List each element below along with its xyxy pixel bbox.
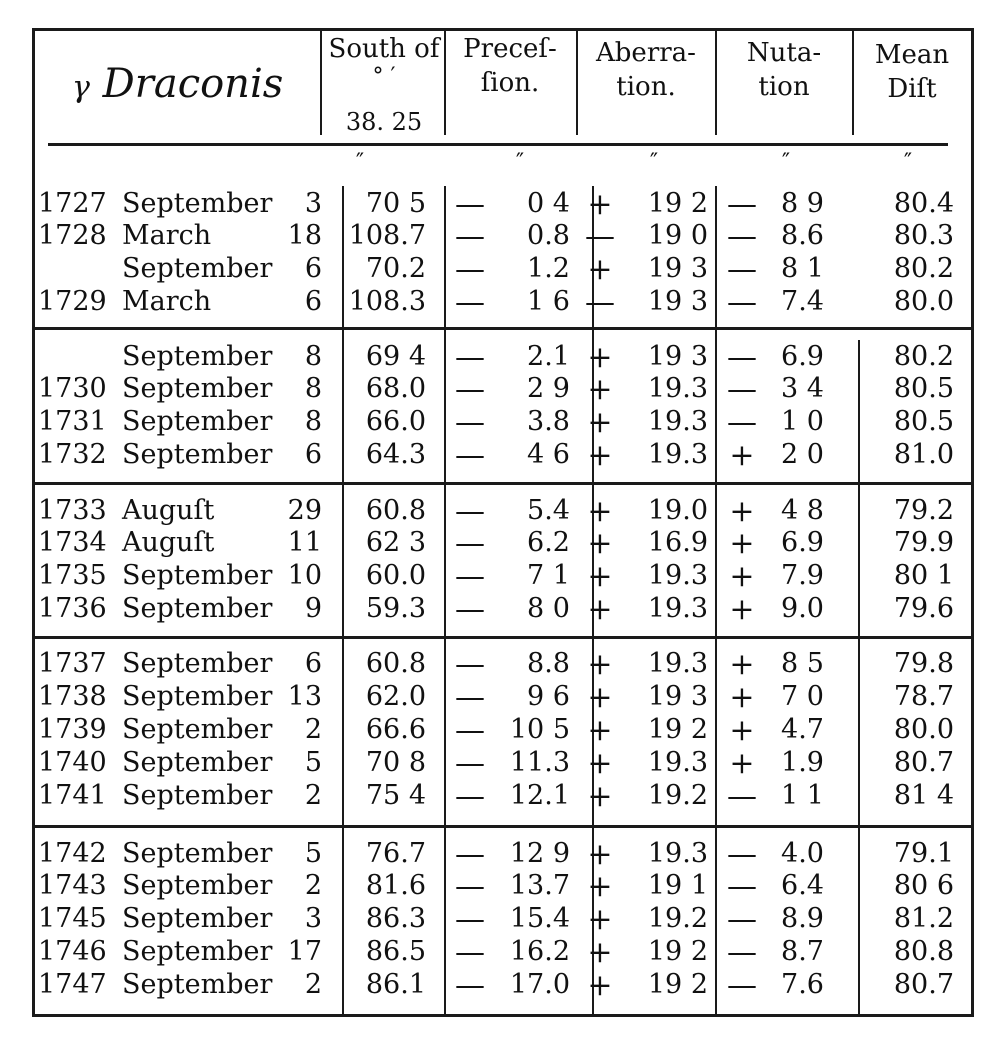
header-precession-line2: ſion.: [480, 68, 540, 98]
cell-month: September: [122, 969, 273, 1000]
cell-nut-sign: +: [729, 647, 755, 682]
cell-mean: 80.0: [893, 286, 954, 317]
cell-day: 2: [304, 969, 322, 1000]
cell-year: 1737: [38, 648, 107, 679]
cell-aber: 19.3: [647, 747, 708, 778]
table-title: [72, 61, 284, 107]
cell-nut: 8 1: [781, 253, 824, 284]
cell-year: 1727: [38, 188, 107, 219]
cell-mean: 79.9: [893, 527, 954, 558]
hdr-sep-1: [320, 31, 322, 135]
cell-month: September: [122, 780, 273, 811]
header-nutation-line1: Nuta-: [746, 38, 822, 68]
header-precession-line1: Preceſ-: [463, 34, 557, 64]
cell-prec-sign: —: [455, 438, 485, 473]
cell-mean: 80 6: [893, 870, 954, 901]
cell-nut: 4 8: [781, 495, 824, 526]
cell-aber-sign: +: [587, 779, 613, 814]
cell-aber-sign: +: [587, 935, 613, 970]
hdr-sep-2: [444, 31, 446, 135]
cell-aber: 19.3: [647, 373, 708, 404]
cell-aber: 19.2: [647, 903, 708, 934]
cell-year: 1736: [38, 593, 107, 624]
cell-month: September: [122, 870, 273, 901]
cell-prec-sign: —: [455, 372, 485, 407]
cell-prec-sign: —: [455, 647, 485, 682]
cell-day: 13: [287, 681, 322, 712]
cell-aber-sign: +: [587, 869, 613, 904]
cell-nut-sign: —: [727, 405, 757, 440]
cell-prec-sign: —: [455, 252, 485, 287]
frame-bottom: [32, 1014, 974, 1017]
header-south-line3: 38. 25: [345, 108, 423, 136]
cell-day: 2: [304, 780, 322, 811]
cell-day: 5: [304, 747, 322, 778]
frame-right: [971, 28, 974, 1017]
cell-mean: 79.2: [893, 495, 954, 526]
cell-month: September: [122, 681, 273, 712]
cell-month: September: [122, 648, 273, 679]
cell-aber-sign: —: [585, 219, 615, 254]
cell-nut-sign: +: [729, 680, 755, 715]
cell-year: 1742: [38, 838, 107, 869]
cell-prec-sign: —: [455, 592, 485, 627]
cell-south: 86.1: [365, 969, 426, 1000]
cell-aber-sign: +: [587, 494, 613, 529]
cell-mean: 80.7: [893, 747, 954, 778]
cell-prec-sign: —: [455, 935, 485, 970]
cell-year: 1728: [38, 220, 107, 251]
cell-year: 1743: [38, 870, 107, 901]
cell-south: 70 5: [365, 188, 426, 219]
cell-prec: 16.2: [509, 936, 570, 967]
cell-nut: 1 1: [781, 780, 824, 811]
cell-year: 1730: [38, 373, 107, 404]
cell-aber: 19 2: [647, 936, 708, 967]
cell-prec-sign: —: [455, 746, 485, 781]
cell-nut: 8 9: [781, 188, 824, 219]
cell-nut-sign: —: [727, 869, 757, 904]
cell-aber-sign: +: [587, 559, 613, 594]
cell-nut-sign: +: [729, 526, 755, 561]
cell-aber: 19 2: [647, 969, 708, 1000]
body-sep-4: [715, 186, 717, 1014]
unit-mark-aberration: ″: [649, 150, 659, 175]
header-mean-line1: Mean: [874, 40, 950, 70]
cell-south: 59.3: [365, 593, 426, 624]
cell-prec-sign: —: [455, 837, 485, 872]
cell-prec: 3.8: [527, 406, 570, 437]
cell-south: 108.3: [348, 286, 426, 317]
cell-prec: 15.4: [509, 903, 570, 934]
cell-prec: 12 9: [509, 838, 570, 869]
cell-aber: 19.3: [647, 439, 708, 470]
cell-mean: 80.7: [893, 969, 954, 1000]
cell-nut: 1.9: [781, 747, 824, 778]
cell-mean: 80.0: [893, 714, 954, 745]
cell-aber: 19 3: [647, 286, 708, 317]
group-rule-4: [35, 825, 971, 828]
cell-aber: 19.0: [647, 495, 708, 526]
cell-south: 108.7: [348, 220, 426, 251]
cell-prec-sign: —: [455, 713, 485, 748]
cell-south: 70.2: [365, 253, 426, 284]
cell-prec-sign: —: [455, 559, 485, 594]
cell-day: 8: [304, 373, 322, 404]
cell-mean: 80.2: [893, 341, 954, 372]
cell-month: September: [122, 439, 273, 470]
cell-south: 66.6: [365, 714, 426, 745]
cell-prec: 7 1: [527, 560, 570, 591]
cell-nut: 9.0: [781, 593, 824, 624]
cell-south: 75 4: [365, 780, 426, 811]
cell-day: 9: [304, 593, 322, 624]
cell-year: 1735: [38, 560, 107, 591]
cell-month: Auguſt: [122, 495, 215, 526]
cell-year: 1732: [38, 439, 107, 470]
hdr-sep-4: [715, 31, 717, 135]
cell-aber-sign: +: [587, 438, 613, 473]
unit-mark-mean: ″: [903, 150, 913, 175]
cell-prec: 0.8: [527, 220, 570, 251]
cell-aber-sign: +: [587, 592, 613, 627]
cell-year: 1733: [38, 495, 107, 526]
cell-aber: 19.3: [647, 560, 708, 591]
cell-nut-sign: —: [727, 779, 757, 814]
cell-year: 1738: [38, 681, 107, 712]
cell-nut: 7.6: [781, 969, 824, 1000]
hdr-sep-3: [576, 31, 578, 135]
cell-aber-sign: +: [587, 902, 613, 937]
cell-day: 18: [287, 220, 322, 251]
cell-nut: 7.9: [781, 560, 824, 591]
header-aberration-line2: tion.: [616, 72, 676, 102]
cell-nut-sign: +: [729, 438, 755, 473]
cell-south: 64.3: [365, 439, 426, 470]
cell-aber-sign: +: [587, 252, 613, 287]
cell-day: 5: [304, 838, 322, 869]
unit-mark-south: ″: [355, 150, 365, 175]
cell-year: 1729: [38, 286, 107, 317]
cell-south: 62.0: [365, 681, 426, 712]
cell-year: 1746: [38, 936, 107, 967]
cell-aber: 16.9: [647, 527, 708, 558]
cell-nut-sign: +: [729, 592, 755, 627]
cell-prec-sign: —: [455, 968, 485, 1003]
cell-south: 69 4: [365, 341, 426, 372]
cell-aber-sign: +: [587, 837, 613, 872]
cell-month: September: [122, 747, 273, 778]
cell-mean: 80 1: [893, 560, 954, 591]
cell-nut: 8.9: [781, 903, 824, 934]
unit-mark-nutation: ″: [781, 150, 791, 175]
cell-nut: 4.0: [781, 838, 824, 869]
cell-prec-sign: —: [455, 405, 485, 440]
cell-year: 1740: [38, 747, 107, 778]
header-south-line1: South of: [328, 34, 440, 64]
cell-prec-sign: —: [455, 869, 485, 904]
cell-month: September: [122, 188, 273, 219]
cell-prec: 17.0: [509, 969, 570, 1000]
cell-prec-sign: —: [455, 340, 485, 375]
cell-month: September: [122, 406, 273, 437]
cell-nut-sign: —: [727, 935, 757, 970]
cell-mean: 80.2: [893, 253, 954, 284]
cell-nut-sign: —: [727, 372, 757, 407]
cell-prec: 0 4: [527, 188, 570, 219]
cell-aber-sign: +: [587, 340, 613, 375]
cell-aber: 19 3: [647, 253, 708, 284]
body-sep-5: [858, 340, 860, 1014]
cell-mean: 79.6: [893, 593, 954, 624]
cell-south: 60.8: [365, 495, 426, 526]
cell-south: 60.0: [365, 560, 426, 591]
cell-prec: 13.7: [509, 870, 570, 901]
cell-aber: 19.3: [647, 838, 708, 869]
cell-month: March: [122, 220, 212, 251]
cell-prec: 10 5: [509, 714, 570, 745]
cell-south: 60.8: [365, 648, 426, 679]
cell-aber-sign: +: [587, 526, 613, 561]
cell-aber-sign: +: [587, 680, 613, 715]
frame-left: [32, 28, 35, 1017]
cell-prec: 4 6: [527, 439, 570, 470]
cell-nut-sign: —: [727, 902, 757, 937]
cell-mean: 79.8: [893, 648, 954, 679]
cell-aber-sign: +: [587, 405, 613, 440]
cell-nut-sign: +: [729, 494, 755, 529]
cell-day: 29: [287, 495, 322, 526]
cell-prec: 2 9: [527, 373, 570, 404]
cell-aber: 19 0: [647, 220, 708, 251]
cell-aber: 19.3: [647, 593, 708, 624]
cell-prec: 1.2: [527, 253, 570, 284]
cell-day: 17: [287, 936, 322, 967]
cell-month: March: [122, 286, 212, 317]
cell-aber-sign: +: [587, 372, 613, 407]
cell-mean: 80.5: [893, 373, 954, 404]
cell-nut-sign: +: [729, 559, 755, 594]
cell-day: 6: [304, 253, 322, 284]
cell-south: 86.5: [365, 936, 426, 967]
cell-nut: 7.4: [781, 286, 824, 317]
hdr-sep-5: [852, 31, 854, 135]
cell-prec: 8.8: [527, 648, 570, 679]
cell-mean: 80.4: [893, 188, 954, 219]
cell-south: 81.6: [365, 870, 426, 901]
cell-nut: 1 0: [781, 406, 824, 437]
cell-prec: 2.1: [527, 341, 570, 372]
cell-year: 1745: [38, 903, 107, 934]
cell-prec: 6.2: [527, 527, 570, 558]
cell-nut: 8.6: [781, 220, 824, 251]
cell-prec-sign: —: [455, 526, 485, 561]
cell-month: September: [122, 714, 273, 745]
cell-prec-sign: —: [455, 779, 485, 814]
cell-aber-sign: +: [587, 713, 613, 748]
header-nutation-line2: tion: [758, 72, 810, 102]
cell-month: Auguſt: [122, 527, 215, 558]
cell-nut: 4.7: [781, 714, 824, 745]
group-rule-3: [35, 636, 971, 639]
cell-nut: 7 0: [781, 681, 824, 712]
cell-nut: 2 0: [781, 439, 824, 470]
header-rule: [48, 143, 948, 146]
cell-year: 1734: [38, 527, 107, 558]
cell-aber: 19 1: [647, 870, 708, 901]
cell-month: September: [122, 373, 273, 404]
cell-day: 11: [287, 527, 322, 558]
cell-south: 86.3: [365, 903, 426, 934]
cell-month: September: [122, 903, 273, 934]
cell-prec: 9 6: [527, 681, 570, 712]
cell-aber: 19 3: [647, 681, 708, 712]
cell-day: 10: [287, 560, 322, 591]
cell-south: 68.0: [365, 373, 426, 404]
cell-nut: 8.7: [781, 936, 824, 967]
title-symbol: γ: [72, 70, 90, 105]
cell-aber: 19.3: [647, 406, 708, 437]
cell-day: 3: [304, 188, 322, 219]
cell-aber: 19 2: [647, 714, 708, 745]
cell-prec-sign: —: [455, 187, 485, 222]
cell-south: 66.0: [365, 406, 426, 437]
cell-aber: 19 2: [647, 188, 708, 219]
cell-month: September: [122, 341, 273, 372]
cell-prec: 1 6: [527, 286, 570, 317]
body-sep-1: [342, 186, 344, 1014]
cell-nut-sign: —: [727, 340, 757, 375]
cell-month: September: [122, 253, 273, 284]
cell-month: September: [122, 560, 273, 591]
cell-mean: 79.1: [893, 838, 954, 869]
cell-year: 1747: [38, 969, 107, 1000]
cell-nut-sign: +: [729, 746, 755, 781]
cell-south: 62 3: [365, 527, 426, 558]
cell-nut-sign: —: [727, 968, 757, 1003]
cell-nut: 6.9: [781, 341, 824, 372]
cell-nut: 6.4: [781, 870, 824, 901]
cell-prec-sign: —: [455, 219, 485, 254]
cell-day: 6: [304, 648, 322, 679]
body-sep-2: [444, 186, 446, 1014]
cell-aber-sign: +: [587, 968, 613, 1003]
cell-year: 1741: [38, 780, 107, 811]
frame-top: [32, 28, 974, 31]
cell-aber: 19 3: [647, 341, 708, 372]
cell-month: September: [122, 593, 273, 624]
header-mean-line2: Diſt: [887, 74, 937, 104]
cell-nut-sign: —: [727, 187, 757, 222]
cell-south: 70 8: [365, 747, 426, 778]
cell-aber-sign: +: [587, 647, 613, 682]
group-rule-2: [35, 482, 971, 485]
cell-prec-sign: —: [455, 902, 485, 937]
cell-year: 1731: [38, 406, 107, 437]
cell-day: 3: [304, 903, 322, 934]
cell-prec-sign: —: [455, 494, 485, 529]
cell-prec-sign: —: [455, 285, 485, 320]
cell-day: 6: [304, 286, 322, 317]
cell-nut-sign: —: [727, 837, 757, 872]
cell-month: September: [122, 838, 273, 869]
cell-mean: 80.8: [893, 936, 954, 967]
cell-prec: 11.3: [509, 747, 570, 778]
cell-aber-sign: +: [587, 187, 613, 222]
group-rule-1: [35, 327, 971, 330]
cell-aber-sign: —: [585, 285, 615, 320]
cell-day: 2: [304, 870, 322, 901]
cell-nut-sign: —: [727, 252, 757, 287]
cell-day: 8: [304, 341, 322, 372]
cell-prec: 8 0: [527, 593, 570, 624]
cell-aber-sign: +: [587, 746, 613, 781]
cell-nut: 6.9: [781, 527, 824, 558]
cell-mean: 81.0: [893, 439, 954, 470]
cell-aber: 19.3: [647, 648, 708, 679]
cell-nut-sign: +: [729, 713, 755, 748]
cell-mean: 80.5: [893, 406, 954, 437]
cell-nut: 3 4: [781, 373, 824, 404]
cell-month: September: [122, 936, 273, 967]
cell-south: 76.7: [365, 838, 426, 869]
cell-prec: 12.1: [509, 780, 570, 811]
header-south-line2: ° ′: [372, 64, 396, 89]
cell-day: 2: [304, 714, 322, 745]
cell-year: 1739: [38, 714, 107, 745]
unit-mark-precession: ″: [515, 150, 525, 175]
cell-mean: 80.3: [893, 220, 954, 251]
title-name: Draconis: [102, 61, 284, 107]
cell-prec: 5.4: [527, 495, 570, 526]
cell-mean: 81.2: [893, 903, 954, 934]
cell-nut-sign: —: [727, 285, 757, 320]
cell-prec-sign: —: [455, 680, 485, 715]
cell-aber: 19.2: [647, 780, 708, 811]
cell-day: 6: [304, 439, 322, 470]
cell-mean: 81 4: [893, 780, 954, 811]
header-aberration-line1: Aberra-: [596, 38, 696, 68]
cell-nut: 8 5: [781, 648, 824, 679]
cell-mean: 78.7: [893, 681, 954, 712]
cell-day: 8: [304, 406, 322, 437]
cell-nut-sign: —: [727, 219, 757, 254]
